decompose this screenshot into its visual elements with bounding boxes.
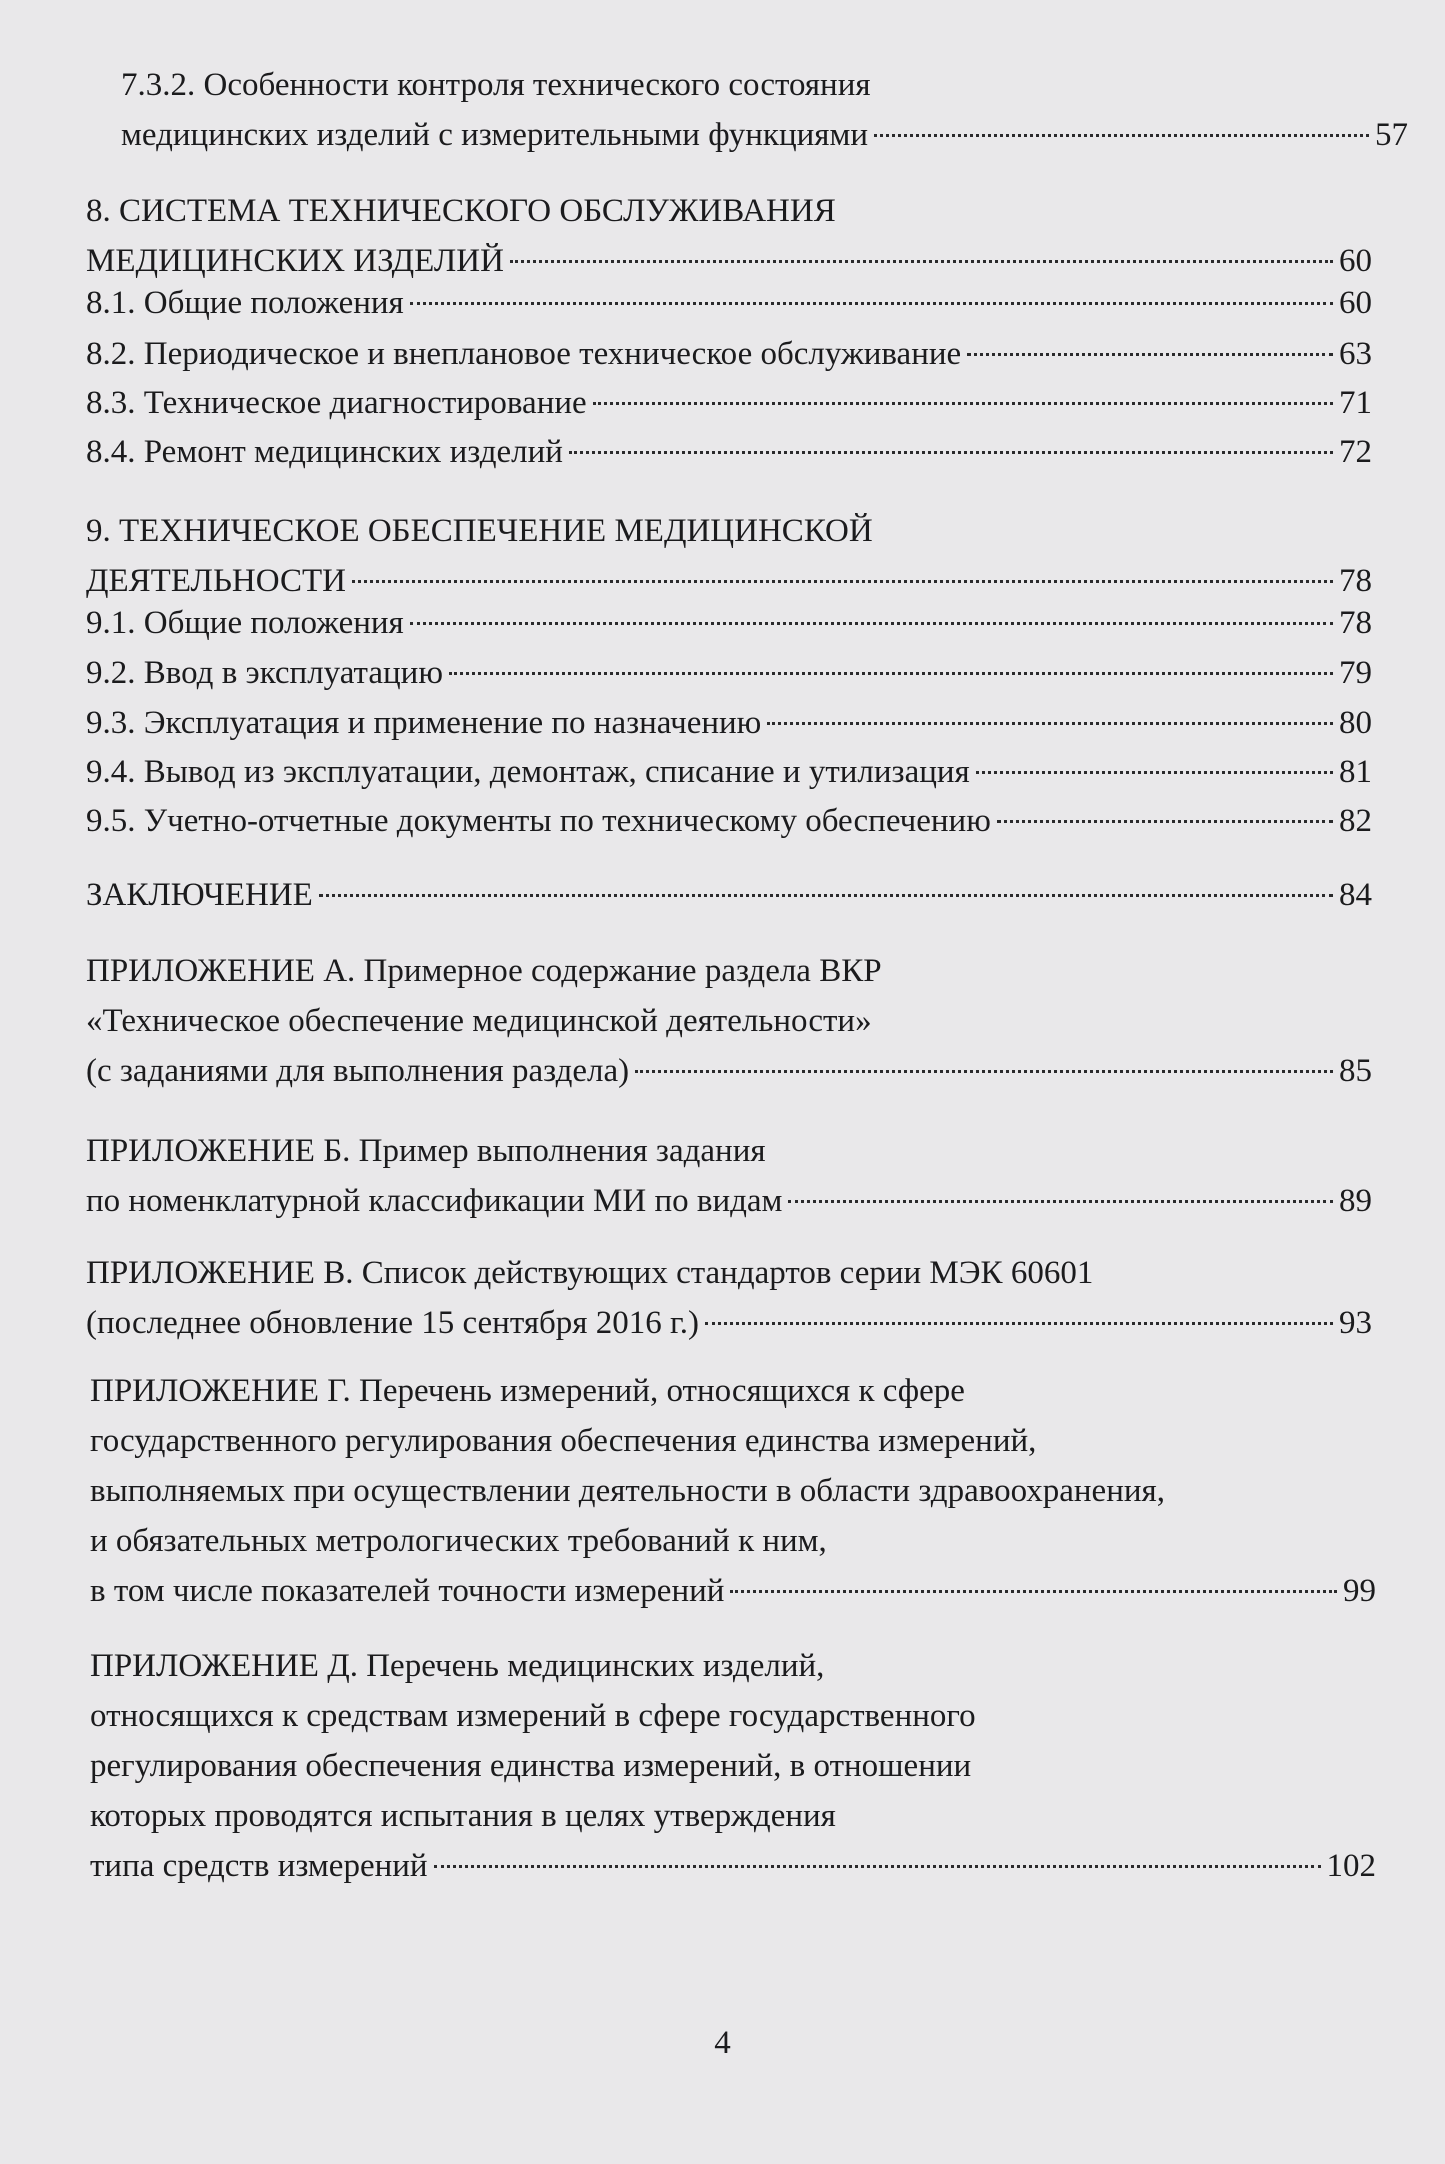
toc-entry-line	[86, 380, 1372, 426]
toc-leader-dots	[788, 1200, 1333, 1203]
toc-entry-text-line: 9. ТЕХНИЧЕСКОЕ ОБЕСПЕЧЕНИЕ МЕДИЦИНСКОЙ	[86, 513, 873, 549]
toc-entry-text-line: ПРИЛОЖЕНИЕ Г. Перечень измерений, относящихся к сфере	[90, 1373, 965, 1409]
toc-entry-line	[86, 1048, 1372, 1094]
toc-entry-text-line: ПРИЛОЖЕНИЕ Б. Пример выполнения задания	[86, 1133, 766, 1169]
toc-leader-dots	[593, 402, 1333, 405]
toc-leader-dots	[635, 1070, 1333, 1073]
toc-page-number: 57	[1375, 117, 1408, 153]
toc-entry-line	[86, 650, 1372, 696]
toc-leader-dots	[997, 820, 1333, 823]
toc-entry-title: 8.2. Периодическое и внеплановое техническое обслуживание	[86, 336, 962, 372]
toc-leader-dots	[434, 1865, 1321, 1868]
toc-leader-dots	[569, 451, 1333, 454]
toc-entry-title: (с заданиями для выполнения раздела)	[86, 1053, 630, 1089]
toc-page-number: 78	[1339, 605, 1372, 641]
toc-entry-line	[86, 238, 1372, 284]
toc-page-number: 79	[1339, 655, 1372, 691]
toc-entry-line	[86, 429, 1372, 475]
toc-entry-text-line: регулирования обеспечения единства измерений, в отношении	[90, 1748, 972, 1784]
toc-entry-title: 8.4. Ремонт медицинских изделий	[86, 434, 563, 470]
toc-entry-title: ДЕЯТЕЛЬНОСТИ	[86, 563, 346, 599]
toc-page-number: 60	[1339, 285, 1372, 321]
toc-leader-dots	[352, 580, 1333, 583]
toc-page-number: 93	[1339, 1305, 1372, 1341]
toc-page-number: 72	[1339, 434, 1372, 470]
toc-leader-dots	[705, 1322, 1333, 1325]
toc-entry-title: в том числе показателей точности измерений	[90, 1573, 725, 1609]
toc-leader-dots	[510, 260, 1333, 263]
toc-entry-text-line: ПРИЛОЖЕНИЕ В. Список действующих стандартов серии МЭК 60601	[86, 1255, 1094, 1291]
toc-entry-line	[86, 558, 1372, 604]
toc-page-number: 82	[1339, 803, 1372, 839]
toc-leader-dots	[976, 771, 1333, 774]
toc-entry-title: типа средств измерений	[90, 1848, 428, 1884]
toc-page-number: 60	[1339, 243, 1372, 279]
toc-entry-line	[86, 600, 1372, 646]
toc-entry-title: медицинских изделий с измерительными функциями	[121, 117, 869, 153]
toc-leader-dots	[449, 672, 1333, 675]
toc-entry-title: по номенклатурной классификации МИ по видам	[86, 1183, 783, 1219]
toc-entry-line	[86, 798, 1372, 844]
toc-page-number: 71	[1339, 385, 1372, 421]
toc-entry-title: 9.3. Эксплуатация и применение по назначению	[86, 705, 762, 741]
toc-entry-line	[121, 112, 1408, 158]
toc-entry-title: 8.1. Общие положения	[86, 285, 404, 321]
toc-entry-title: МЕДИЦИНСКИХ ИЗДЕЛИЙ	[86, 243, 504, 279]
toc-entry-line	[86, 280, 1372, 326]
toc-leader-dots	[874, 134, 1369, 137]
toc-entry-line	[86, 331, 1372, 377]
toc-entry-line	[86, 1178, 1372, 1224]
toc-entry-line	[86, 749, 1372, 795]
toc-leader-dots	[410, 622, 1333, 625]
toc-entry-text-line: и обязательных метрологических требований к ним,	[90, 1523, 827, 1559]
toc-entry-text-line: государственного регулирования обеспечения единства измерений,	[90, 1423, 1037, 1459]
toc-entry-title: (последнее обновление 15 сентября 2016 г.)	[86, 1305, 700, 1341]
toc-entry-line	[86, 1300, 1372, 1346]
toc-page-number: 84	[1339, 877, 1372, 913]
toc-entry-title: 9.4. Вывод из эксплуатации, демонтаж, списание и утилизация	[86, 754, 970, 790]
toc-entry-text-line: выполняемых при осуществлении деятельности в области здравоохранения,	[90, 1473, 1165, 1509]
toc-entry-text-line: ПРИЛОЖЕНИЕ А. Примерное содержание раздела ВКР	[86, 953, 882, 989]
toc-entry-text-line: 7.3.2. Особенности контроля технического состояния	[121, 67, 871, 103]
toc-page-number: 102	[1326, 1848, 1376, 1884]
toc-entry-text-line: «Техническое обеспечение медицинской деятельности»	[86, 1003, 872, 1039]
toc-entry-text-line: относящихся к средствам измерений в сфере государственного	[90, 1698, 976, 1734]
toc-entry-line	[86, 700, 1372, 746]
toc-page-number: 81	[1339, 754, 1372, 790]
toc-page-number: 89	[1339, 1183, 1372, 1219]
toc-entry-text-line: ПРИЛОЖЕНИЕ Д. Перечень медицинских изделий,	[90, 1648, 825, 1684]
toc-page-number: 99	[1343, 1573, 1376, 1609]
page-number: 4	[714, 2025, 731, 2061]
toc-entry-title: 9.2. Ввод в эксплуатацию	[86, 655, 443, 691]
toc-page-number: 80	[1339, 705, 1372, 741]
toc-leader-dots	[967, 353, 1333, 356]
toc-leader-dots	[410, 302, 1333, 305]
toc-entry-text-line: которых проводятся испытания в целях утверждения	[90, 1798, 836, 1834]
toc-entry-line	[90, 1843, 1376, 1889]
toc-page-number: 85	[1339, 1053, 1372, 1089]
toc-entry-title: 8.3. Техническое диагностирование	[86, 385, 587, 421]
toc-leader-dots	[319, 894, 1333, 897]
toc-leader-dots	[730, 1590, 1337, 1593]
toc-entry-line	[90, 1568, 1376, 1614]
toc-leader-dots	[767, 722, 1333, 725]
toc-entry-title: ЗАКЛЮЧЕНИЕ	[86, 877, 313, 913]
toc-page-number: 63	[1339, 336, 1372, 372]
toc-page-number: 78	[1339, 563, 1372, 599]
toc-entry-title: 9.1. Общие положения	[86, 605, 404, 641]
toc-entry-text-line: 8. СИСТЕМА ТЕХНИЧЕСКОГО ОБСЛУЖИВАНИЯ	[86, 193, 836, 229]
toc-entry-line	[86, 872, 1372, 918]
toc-entry-title: 9.5. Учетно-отчетные документы по техническому обеспечению	[86, 803, 991, 839]
